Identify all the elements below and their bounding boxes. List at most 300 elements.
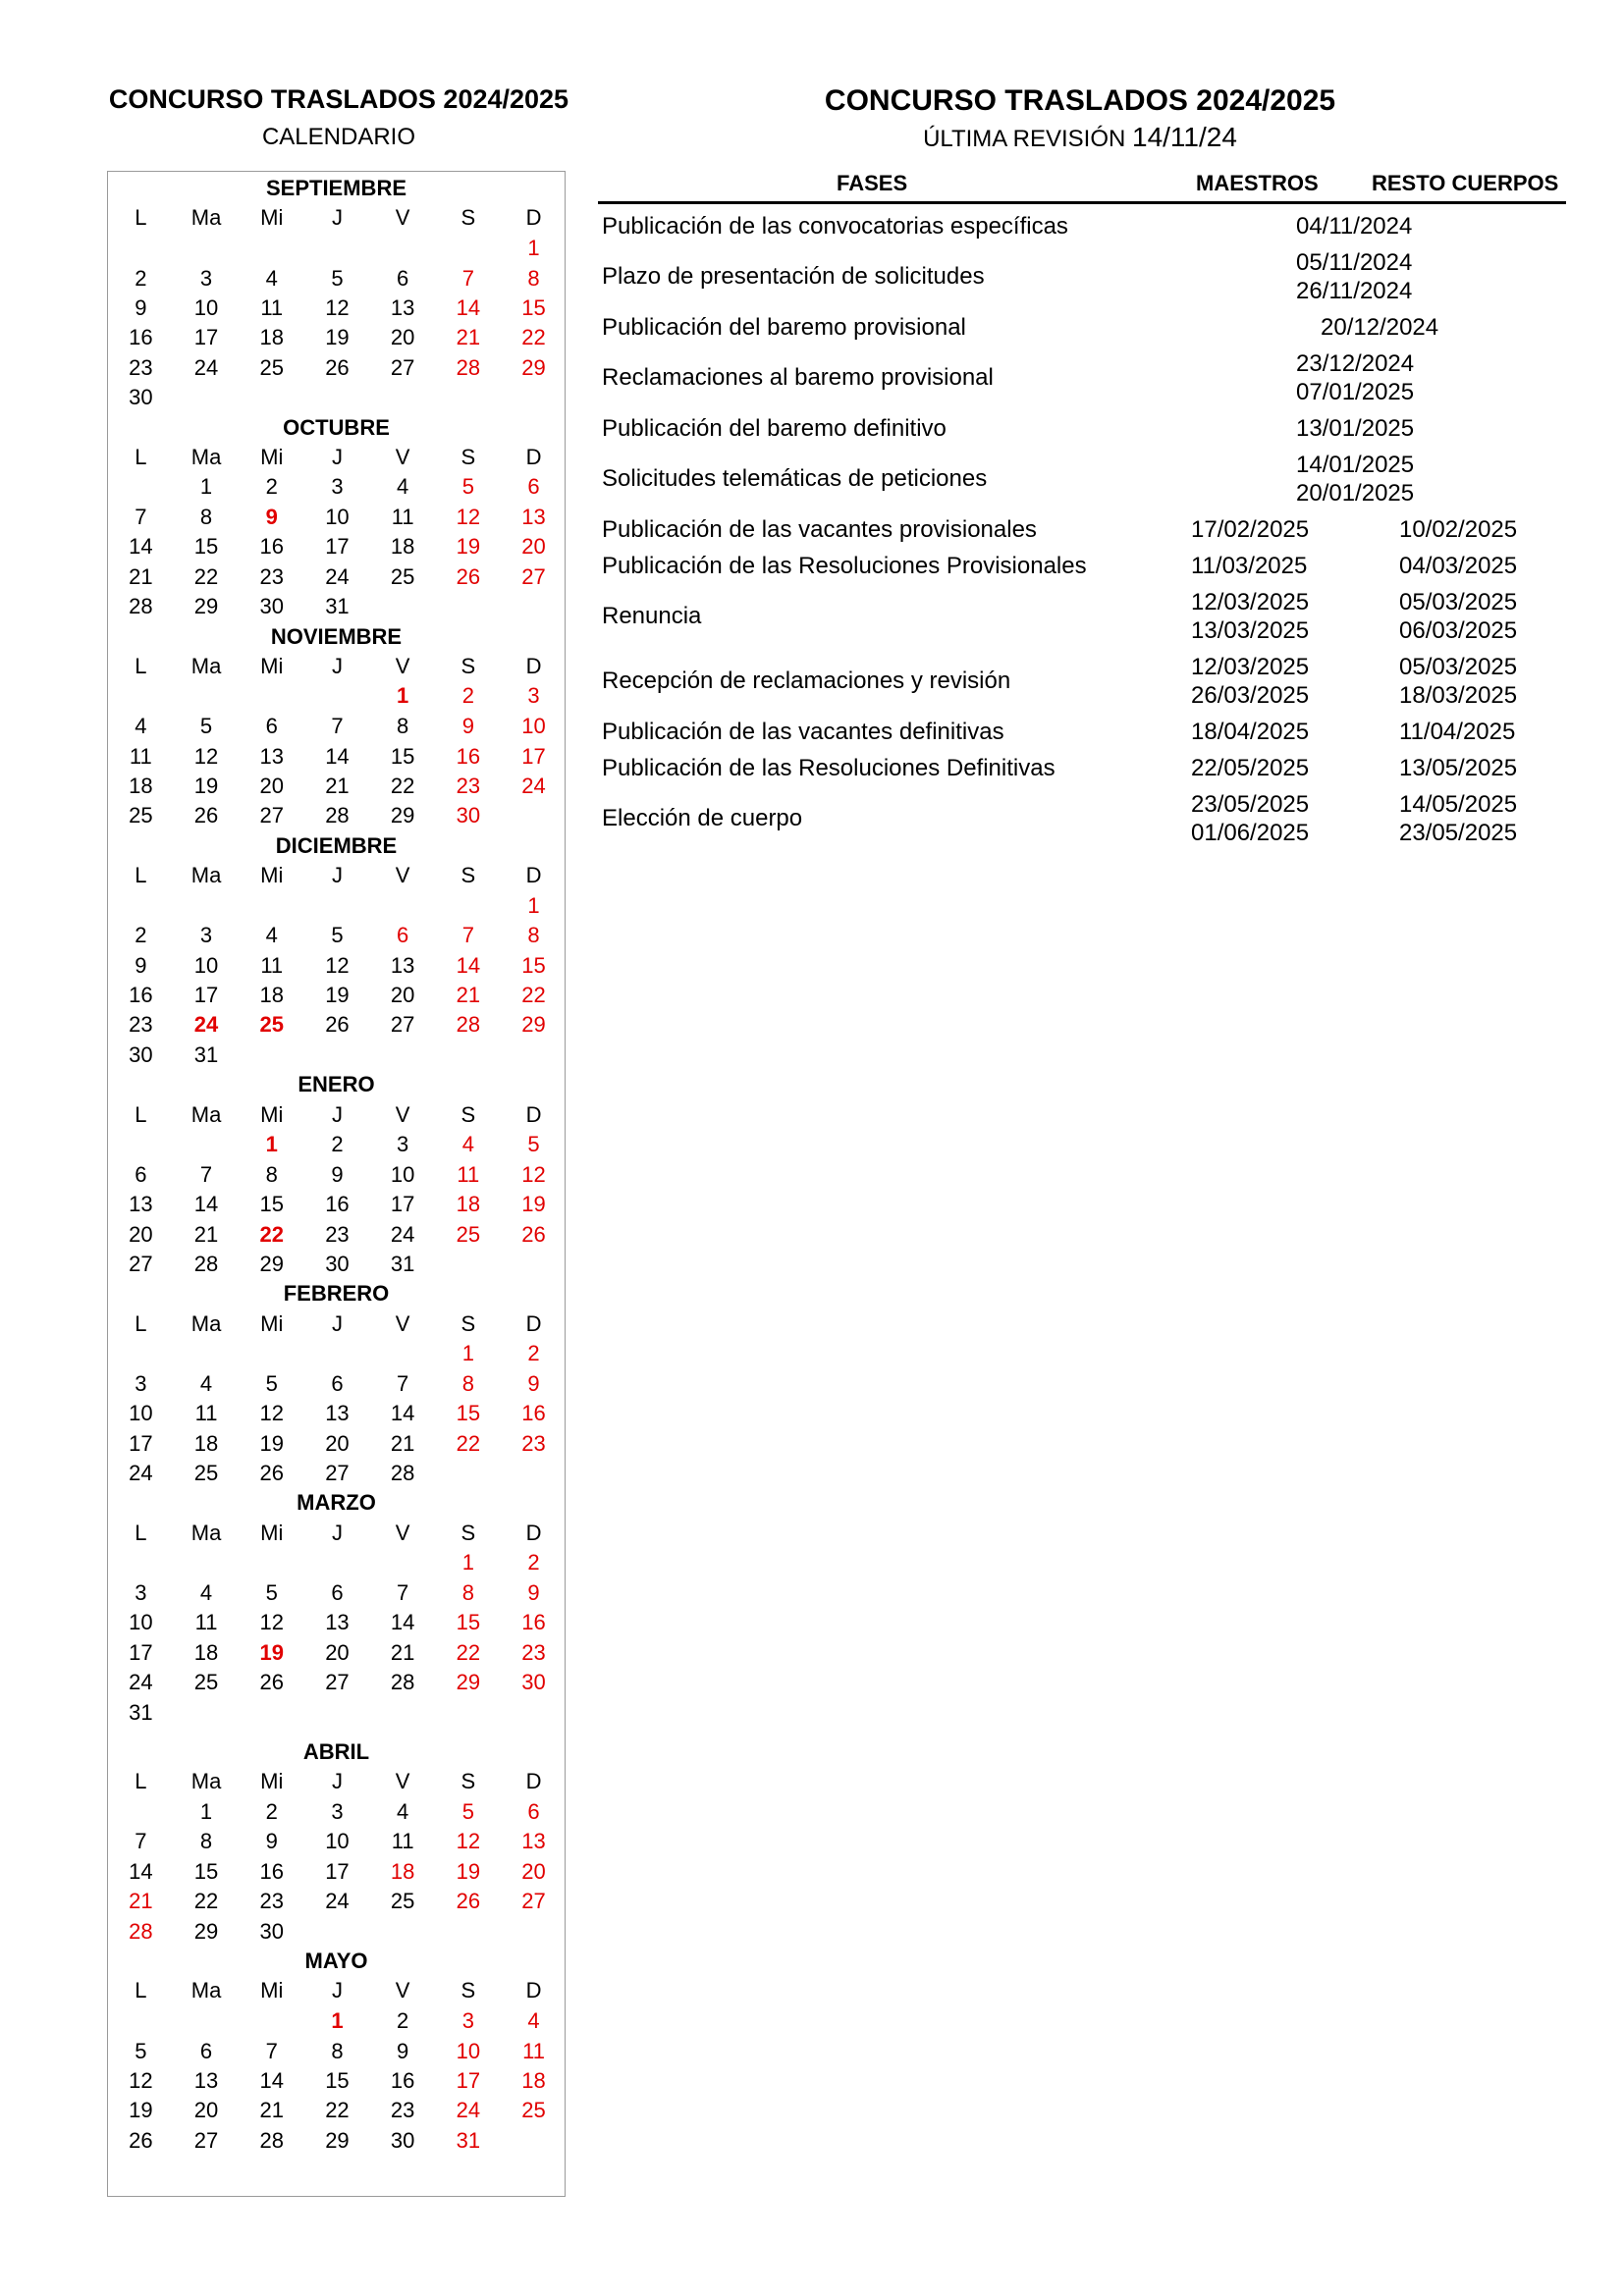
phase-name: Publicación del baremo provisional: [602, 314, 966, 341]
date-maestros: 18/04/2025: [1191, 719, 1310, 745]
weekday-header: Mi: [260, 1101, 284, 1127]
calendar-day: 28: [129, 594, 153, 619]
calendar-day: 18: [129, 773, 153, 798]
calendar-day: 4: [265, 265, 278, 291]
calendar-day: 10: [325, 505, 350, 529]
phase-name: Publicación del baremo definitivo: [602, 415, 947, 442]
revision-label: ÚLTIMA REVISIÓN: [923, 126, 1126, 152]
calendar-day: 8: [199, 505, 213, 529]
calendar-day: 6: [331, 1579, 344, 1605]
calendar-panel: [107, 171, 566, 2197]
calendar-day: 9: [527, 1370, 540, 1396]
calendar-day: 9: [397, 2038, 409, 2063]
calendar-day: 26: [129, 2127, 153, 2153]
calendar-day: 5: [135, 2038, 147, 2063]
page-title: CONCURSO TRASLADOS 2024/2025: [824, 84, 1336, 117]
weekday-header: D: [525, 1978, 542, 2003]
calendar-day: 7: [461, 265, 474, 291]
calendar-day: 9: [331, 1161, 344, 1187]
weekday-header: D: [525, 1769, 542, 1794]
calendar-day: 8: [331, 2038, 344, 2063]
calendar-day: 25: [390, 1889, 415, 1914]
month-title-febrero: FEBRERO: [283, 1281, 390, 1307]
calendar-day: 18: [193, 1639, 219, 1665]
calendar-day: 28: [193, 1251, 219, 1276]
calendar-day: 17: [521, 743, 546, 769]
calendar-day: 11: [391, 505, 414, 529]
calendar-day: 6: [331, 1370, 344, 1396]
date-resto: 14/05/2025: [1399, 791, 1518, 818]
weekday-header: S: [460, 1769, 476, 1794]
calendar-day: 19: [325, 325, 350, 350]
calendar-day: 25: [521, 2098, 546, 2123]
phase-name: Publicación de las Resoluciones Definitivas: [602, 755, 1056, 781]
calendar-day: 19: [325, 983, 350, 1007]
calendar-day: 25: [193, 1461, 219, 1485]
calendar-day: 1: [397, 683, 409, 709]
weekday-header: Mi: [260, 1769, 284, 1794]
calendar-day: 26: [456, 563, 481, 589]
calendar-day: 19: [259, 1430, 284, 1456]
date-resto: 18/03/2025: [1399, 681, 1518, 709]
phase-name: Publicación de las vacantes definitivas: [602, 719, 1004, 745]
weekday-header: L: [135, 1101, 147, 1127]
calendar-day: 20: [390, 325, 415, 350]
weekday-header: J: [331, 1310, 343, 1336]
calendar-day: 7: [397, 1370, 409, 1396]
calendar-day: 23: [521, 1430, 546, 1456]
calendar-day: 4: [461, 1132, 474, 1156]
calendar-day: 6: [397, 265, 409, 291]
calendar-day: 23: [129, 1012, 153, 1038]
calendar-day: 22: [521, 983, 546, 1007]
calendar-day: 29: [390, 803, 415, 828]
calendar-day: 15: [259, 1192, 284, 1217]
calendar-day: 6: [397, 923, 409, 948]
phase-name: Reclamaciones al baremo provisional: [602, 364, 994, 391]
calendar-day: 14: [390, 1610, 415, 1635]
calendar-day: 6: [527, 474, 540, 500]
weekday-header: S: [460, 654, 476, 678]
calendar-day: 6: [265, 714, 278, 739]
month-title-abril: ABRIL: [302, 1738, 370, 1764]
calendar-day: 2: [331, 1132, 344, 1156]
calendar-day: 17: [193, 325, 219, 350]
calendar-day: 13: [521, 1829, 546, 1854]
calendar-day: 21: [129, 563, 153, 589]
calendar-day: 25: [259, 354, 284, 380]
calendar-day: 23: [259, 563, 284, 589]
calendar-day: 21: [456, 325, 481, 350]
calendar-day: 14: [456, 952, 481, 978]
calendar-day: 26: [325, 1012, 350, 1038]
calendar-day: 20: [193, 2098, 219, 2123]
calendar-day: 25: [259, 1012, 284, 1038]
date-shared: 20/01/2025: [1296, 479, 1415, 507]
calendar-day: 22: [193, 563, 219, 589]
calendar-day: 9: [135, 952, 147, 978]
calendar-day: 9: [265, 505, 278, 529]
calendar-day: 29: [259, 1251, 284, 1276]
calendar-day: 9: [265, 1829, 278, 1854]
weekday-header: Mi: [260, 863, 284, 888]
phase-name: Renuncia: [602, 603, 702, 629]
weekday-header: L: [135, 1978, 147, 2003]
calendar-day: 24: [521, 773, 546, 798]
calendar-day: 14: [193, 1192, 219, 1217]
calendar-day: 10: [193, 294, 219, 320]
weekday-header: J: [331, 205, 343, 231]
date-resto: 06/03/2025: [1399, 616, 1518, 644]
weekday-header: V: [395, 205, 410, 231]
calendar-subtitle: CALENDARIO: [261, 124, 416, 150]
calendar-day: 19: [456, 534, 481, 560]
month-title-mayo: MAYO: [304, 1949, 368, 1973]
calendar-day: 13: [521, 505, 546, 529]
revision-line: [589, 122, 1571, 153]
phase-name: Solicitudes telemáticas de peticiones: [602, 465, 988, 492]
weekday-header: Mi: [260, 1978, 284, 2003]
calendar-day: 16: [129, 983, 153, 1007]
weekday-header: L: [135, 654, 147, 678]
calendar-day: 4: [397, 474, 409, 500]
calendar-day: 21: [129, 1889, 153, 1914]
calendar-day: 1: [461, 1341, 474, 1366]
column-header-maestros: MAESTROS: [1196, 171, 1319, 195]
calendar-day: 16: [390, 2067, 415, 2093]
weekday-header: Ma: [190, 1769, 222, 1794]
calendar-day: 29: [193, 1918, 219, 1944]
calendar-day: 26: [456, 1889, 481, 1914]
calendar-day: 8: [265, 1161, 278, 1187]
weekday-header: V: [395, 1101, 410, 1127]
calendar-day: 20: [325, 1639, 350, 1665]
calendar-day: 30: [259, 594, 284, 619]
calendar-day: 17: [129, 1639, 153, 1665]
calendar-day: 13: [390, 952, 415, 978]
calendar-day: 15: [193, 534, 219, 560]
calendar-day: 30: [259, 1918, 284, 1944]
weekday-header: J: [331, 1520, 343, 1545]
weekday-header: Mi: [260, 1310, 284, 1336]
calendar-day: 8: [527, 265, 540, 291]
calendar-day: 28: [259, 2127, 284, 2153]
calendar-day: 16: [259, 534, 284, 560]
calendar-day: 6: [135, 1161, 147, 1187]
calendar-day: 3: [199, 923, 213, 948]
weekday-header: Mi: [260, 1520, 284, 1545]
calendar-day: 27: [390, 1012, 415, 1038]
calendar-day: 27: [521, 563, 546, 589]
calendar-day: 18: [193, 1430, 219, 1456]
calendar-day: 29: [193, 594, 219, 619]
weekday-header: D: [525, 654, 542, 678]
calendar-day: 18: [390, 1858, 415, 1884]
calendar-day: 3: [135, 1370, 147, 1396]
calendar-day: 7: [461, 923, 474, 948]
calendar-day: 2: [527, 1341, 540, 1366]
calendar-day: 2: [135, 923, 147, 948]
calendar-day: 4: [265, 923, 278, 948]
column-header-fases: FASES: [837, 171, 908, 195]
calendar-day: 5: [461, 474, 474, 500]
date-shared: 14/01/2025: [1296, 452, 1415, 478]
calendar-day: 25: [456, 1221, 481, 1247]
date-shared: 20/12/2024: [1321, 314, 1439, 341]
calendar-day: 15: [521, 294, 546, 320]
calendar-day: 19: [129, 2098, 153, 2123]
calendar-day: 21: [390, 1430, 415, 1456]
calendar-day: 11: [194, 1401, 218, 1426]
calendar-day: 31: [193, 1041, 219, 1067]
calendar-day: 24: [129, 1670, 153, 1695]
calendar-day: 3: [527, 683, 540, 709]
weekday-header: Mi: [260, 205, 284, 231]
calendar-day: 12: [259, 1401, 284, 1426]
calendar-day: 30: [129, 385, 153, 410]
date-resto: 10/02/2025: [1399, 516, 1518, 543]
calendar-day: 16: [521, 1401, 546, 1426]
calendar-day: 15: [390, 743, 415, 769]
weekday-header: Ma: [190, 205, 222, 231]
calendar-day: 8: [461, 1579, 474, 1605]
calendar-day: 18: [521, 2067, 546, 2093]
calendar-day: 25: [193, 1670, 219, 1695]
calendar-title: CONCURSO TRASLADOS 2024/2025: [108, 84, 569, 114]
weekday-header: S: [460, 1978, 476, 2003]
weekday-header: J: [331, 863, 343, 888]
calendar-day: 16: [129, 325, 153, 350]
date-resto: 11/04/2025: [1399, 719, 1516, 745]
date-resto: 04/03/2025: [1399, 553, 1518, 579]
calendar-day: 30: [325, 1251, 350, 1276]
month-title-noviembre: NOVIEMBRE: [270, 623, 403, 649]
calendar-day: 17: [129, 1430, 153, 1456]
calendar-day: 3: [461, 2007, 474, 2033]
calendar-day: 27: [259, 803, 284, 828]
calendar-day: 24: [325, 1889, 350, 1914]
weekday-header: L: [135, 1769, 147, 1794]
calendar-day: 11: [260, 294, 284, 320]
calendar-day: 21: [193, 1221, 219, 1247]
calendar-day: 17: [193, 983, 219, 1007]
weekday-header: D: [525, 1520, 542, 1545]
calendar-day: 2: [135, 265, 147, 291]
calendar-day: 12: [193, 743, 219, 769]
calendar-day: 22: [456, 1430, 481, 1456]
weekday-header: Ma: [190, 1978, 222, 2003]
date-maestros: 13/03/2025: [1191, 616, 1310, 644]
calendar-day: 13: [259, 743, 284, 769]
calendar-day: 21: [259, 2098, 284, 2123]
calendar-day: 14: [390, 1401, 415, 1426]
calendar-day: 28: [456, 354, 481, 380]
calendar-day: 18: [259, 325, 284, 350]
calendar-day: 27: [129, 1251, 153, 1276]
calendar-day: 25: [129, 803, 153, 828]
calendar-day: 24: [456, 2098, 481, 2123]
calendar-day: 5: [199, 714, 213, 739]
calendar-day: 6: [199, 2038, 213, 2063]
calendar-day: 12: [521, 1161, 546, 1187]
date-shared: 23/12/2024: [1296, 350, 1415, 377]
calendar-day: 7: [199, 1161, 213, 1187]
date-maestros: 22/05/2025: [1191, 755, 1310, 781]
weekday-header: L: [135, 205, 147, 231]
calendar-day: 7: [135, 505, 147, 529]
calendar-day: 16: [325, 1192, 350, 1217]
calendar-day: 13: [390, 294, 415, 320]
calendar-day: 5: [527, 1132, 540, 1156]
calendar-day: 14: [129, 1858, 153, 1884]
weekday-header: D: [525, 444, 542, 469]
calendar-day: 31: [456, 2127, 481, 2153]
calendar-day: 27: [521, 1889, 546, 1914]
weekday-header: V: [395, 1520, 410, 1545]
calendar-day: 28: [456, 1012, 481, 1038]
calendar-day: 24: [325, 563, 350, 589]
calendar-day: 14: [259, 2067, 284, 2093]
calendar-day: 6: [527, 1798, 540, 1824]
calendar-day: 7: [397, 1579, 409, 1605]
calendar-day: 19: [193, 773, 219, 798]
calendar-day: 8: [461, 1370, 474, 1396]
weekday-header: Ma: [190, 444, 222, 469]
calendar-day: 30: [521, 1670, 546, 1695]
phase-name: Publicación de las vacantes provisionales: [602, 516, 1037, 543]
date-shared: 04/11/2024: [1296, 213, 1413, 240]
calendar-day: 4: [397, 1798, 409, 1824]
calendar-day: 13: [129, 1192, 153, 1217]
calendar-day: 3: [397, 1132, 409, 1156]
weekday-header: Mi: [260, 654, 284, 678]
month-title-octubre: OCTUBRE: [283, 414, 390, 440]
phase-name: Elección de cuerpo: [602, 805, 803, 831]
month-title-diciembre: DICIEMBRE: [275, 832, 398, 858]
calendar-day: 12: [325, 952, 350, 978]
calendar-day: 29: [325, 2127, 350, 2153]
calendar-day: 27: [193, 2127, 219, 2153]
calendar-day: 3: [135, 1579, 147, 1605]
calendar-day: 25: [390, 563, 415, 589]
calendar-day: 7: [331, 714, 344, 739]
calendar-day: 2: [397, 2007, 409, 2033]
calendar-day: 22: [390, 773, 415, 798]
calendar-day: 9: [135, 294, 147, 320]
calendar-day: 23: [325, 1221, 350, 1247]
phase-name: Recepción de reclamaciones y revisión: [602, 667, 1011, 694]
date-resto: 23/05/2025: [1399, 819, 1518, 846]
calendar-day: 1: [265, 1132, 278, 1156]
calendar-day: 23: [259, 1889, 284, 1914]
calendar-day: 11: [194, 1610, 218, 1635]
date-shared: 07/01/2025: [1296, 378, 1415, 405]
month-title-septiembre: SEPTIEMBRE: [265, 176, 407, 200]
weekday-header: V: [395, 1310, 410, 1336]
date-shared: 26/11/2024: [1296, 277, 1413, 304]
calendar-day: 19: [259, 1639, 284, 1665]
calendar-day: 28: [325, 803, 350, 828]
calendar-day: 10: [521, 714, 546, 739]
calendar-day: 8: [527, 923, 540, 948]
calendar-day: 17: [325, 1858, 350, 1884]
weekday-header: S: [460, 1101, 476, 1127]
calendar-day: 31: [325, 594, 350, 619]
calendar-day: 11: [129, 743, 152, 769]
date-maestros: 11/03/2025: [1191, 553, 1308, 579]
weekday-header: S: [460, 205, 476, 231]
calendar-day: 15: [521, 952, 546, 978]
date-resto: 05/03/2025: [1399, 654, 1518, 680]
weekday-header: D: [525, 863, 542, 888]
calendar-day: 22: [325, 2098, 350, 2123]
weekday-header: D: [525, 1101, 542, 1127]
calendar-day: 23: [456, 773, 481, 798]
calendar-day: 14: [456, 294, 481, 320]
calendar-day: 12: [456, 1829, 481, 1854]
calendar-day: 26: [325, 354, 350, 380]
calendar-day: 4: [527, 2007, 540, 2033]
calendar-day: 20: [129, 1221, 153, 1247]
weekday-header: S: [460, 863, 476, 888]
calendar-day: 3: [331, 1798, 344, 1824]
calendar-day: 27: [325, 1670, 350, 1695]
weekday-header: J: [331, 444, 343, 469]
date-maestros: 12/03/2025: [1191, 654, 1310, 680]
weekday-header: J: [331, 1978, 343, 2003]
calendar-day: 26: [259, 1461, 284, 1485]
calendar-day: 17: [325, 534, 350, 560]
calendar-day: 10: [456, 2038, 481, 2063]
weekday-header: S: [460, 1310, 476, 1336]
month-title-enero: ENERO: [298, 1072, 375, 1097]
calendar-day: 26: [193, 803, 219, 828]
calendar-day: 7: [265, 2038, 278, 2063]
date-maestros: 23/05/2025: [1191, 791, 1310, 818]
weekday-header: Ma: [190, 1101, 222, 1127]
calendar-day: 10: [129, 1610, 153, 1635]
weekday-header: L: [135, 863, 147, 888]
weekday-header: V: [395, 654, 410, 678]
calendar-day: 29: [521, 1012, 546, 1038]
calendar-day: 22: [521, 325, 546, 350]
calendar-day: 9: [527, 1579, 540, 1605]
calendar-day: 12: [129, 2067, 153, 2093]
calendar-day: 12: [456, 505, 481, 529]
weekday-header: S: [460, 1520, 476, 1545]
calendar-day: 15: [325, 2067, 350, 2093]
header-divider: [598, 201, 1566, 204]
calendar-day: 16: [259, 1858, 284, 1884]
calendar-day: 15: [193, 1858, 219, 1884]
weekday-header: V: [395, 444, 410, 469]
weekday-header: Ma: [190, 863, 222, 888]
calendar-day: 1: [527, 235, 540, 260]
calendar-day: 27: [325, 1461, 350, 1485]
calendar-day: 14: [129, 534, 153, 560]
calendar-day: 2: [265, 1798, 278, 1824]
date-maestros: 01/06/2025: [1191, 819, 1310, 846]
calendar-day: 27: [390, 354, 415, 380]
date-maestros: 12/03/2025: [1191, 589, 1310, 615]
calendar-day: 31: [129, 1699, 153, 1725]
date-maestros: 26/03/2025: [1191, 681, 1310, 709]
calendar-day: 28: [390, 1670, 415, 1695]
calendar-day: 1: [331, 2007, 344, 2033]
calendar-day: 20: [325, 1430, 350, 1456]
calendar-day: 11: [260, 952, 284, 978]
calendar-day: 4: [199, 1370, 213, 1396]
